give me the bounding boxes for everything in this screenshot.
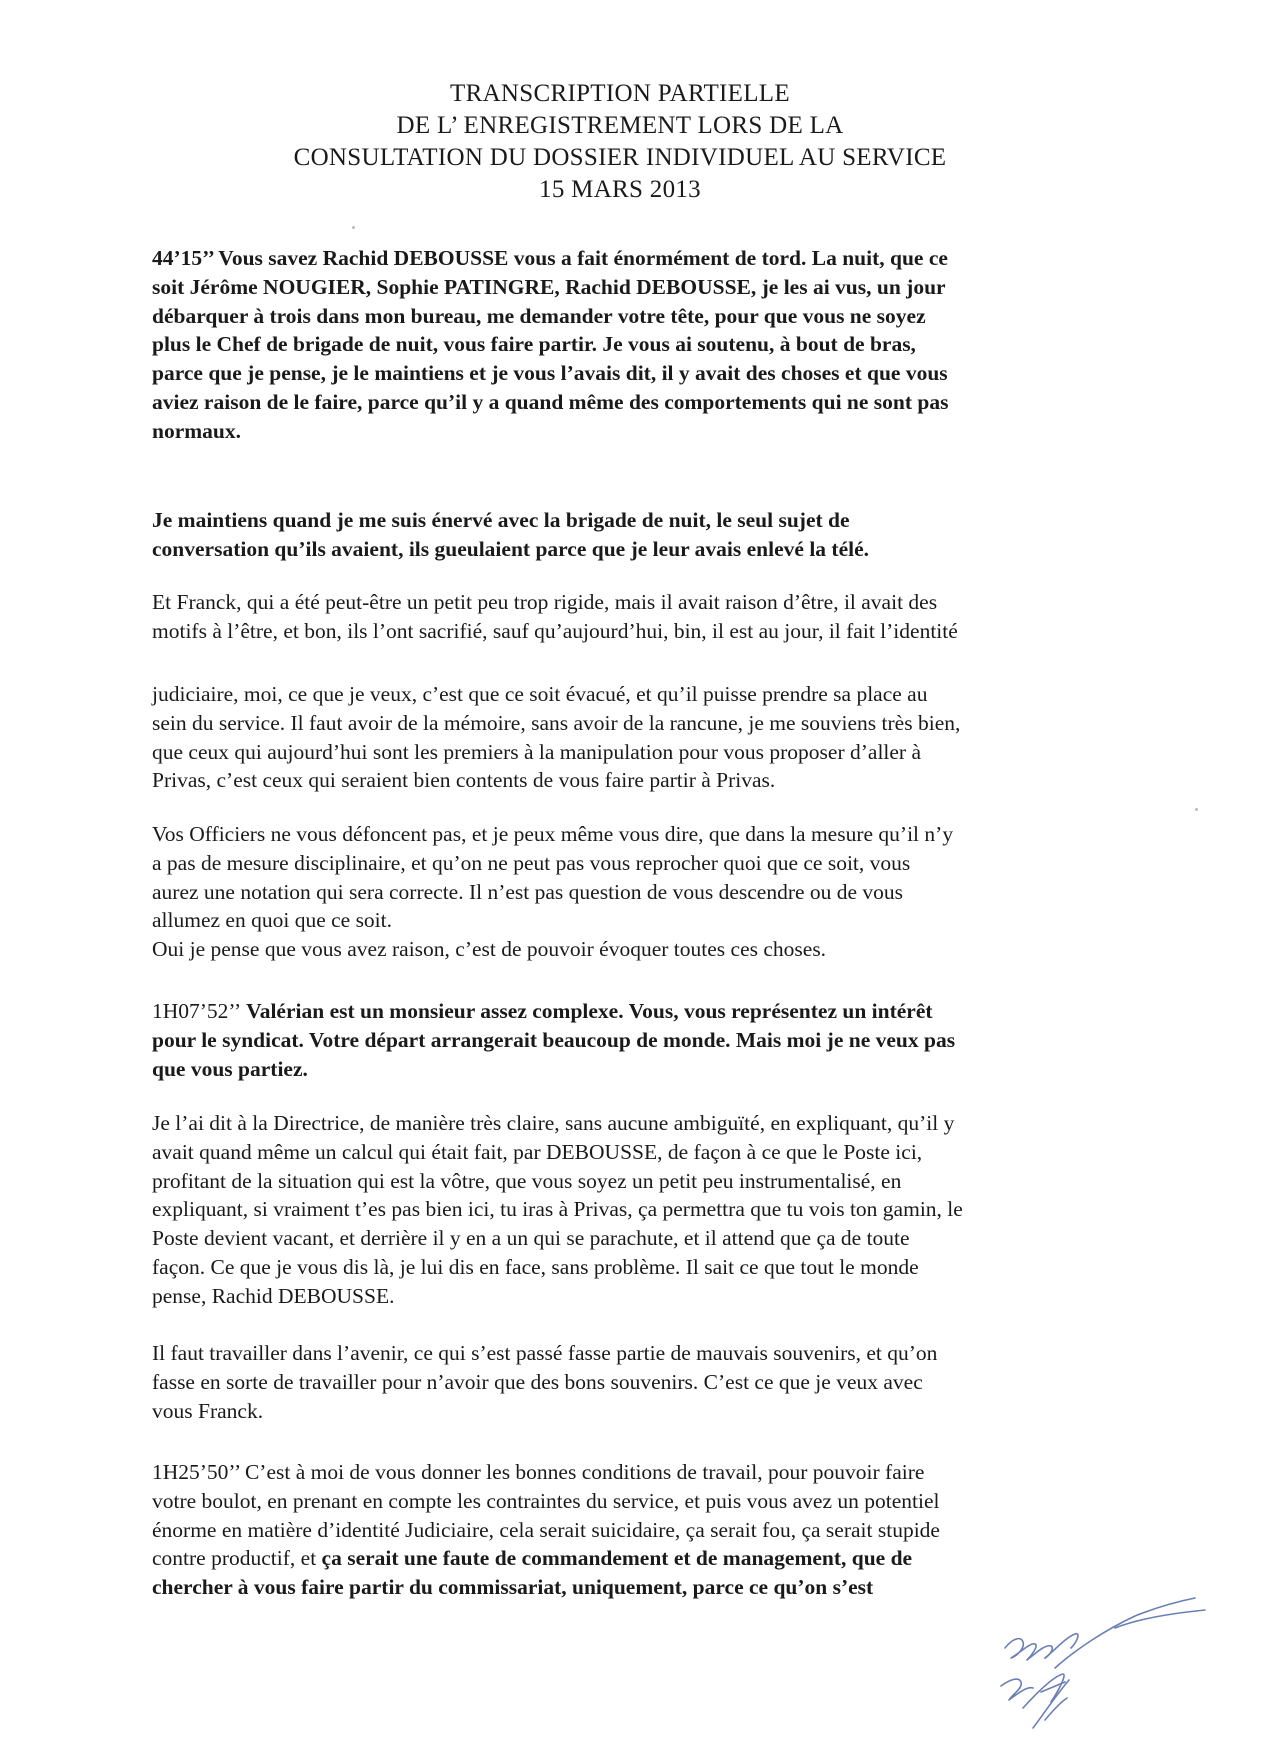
p8-line: Il faut travailler dans l’avenir, ce qui s’est passé fasse partie de mauvais souvenirs, et qu’on [152,1341,938,1365]
p1-line: normaux. [152,418,241,443]
title-line-1: TRANSCRIPTION PARTIELLE [450,80,790,107]
p1-line: soit Jérôme NOUGIER, Sophie PATINGRE, Rachid DEBOUSSE, je les ai vus, un jour [152,274,946,299]
paragraph-6 [152,997,1112,1083]
p4-line: sein du service. Il faut avoir de la mémoire, sans avoir de la rancune, je me souviens très bien, [152,710,961,735]
p2-line: conversation qu’ils avaient, ils gueulaient parce que je leur avais enlevé la télé. [152,536,870,561]
paragraph-3 [152,588,1112,646]
p4-line: judiciaire, moi, ce que je veux, c’est que ce soit évacué, et qu’il puisse prendre sa place au [152,682,928,706]
p6-timestamp: 1H07’52’’ [152,999,242,1023]
p6-bold-text: Valérian est un monsieur assez complexe. Vous, vous représentez un intérêt [241,999,933,1023]
p5-line: a pas de mesure disciplinaire, et qu’on ne peut pas vous reprocher quoi que ce soit, vous [152,850,911,875]
p6-line: que vous partiez. [152,1056,308,1081]
paragraph-2 [152,506,1112,564]
p5-line: Oui je pense que vous avez raison, c’est de pouvoir évoquer toutes ces choses. [152,937,827,962]
paragraph-1 [152,244,1112,446]
paragraph-5 [152,820,1112,964]
p3-line: motifs à l’être, et bon, ils l’ont sacrifié, sauf qu’aujourd’hui, bin, il est au jour, il fait l’identité [152,618,958,643]
p2-line: Je maintiens quand je me suis énervé avec la brigade de nuit, le seul sujet de [152,508,850,532]
p1-line: 44’15’’ Vous savez Rachid DEBOUSSE vous a fait énormément de tord. La nuit, que ce [152,246,948,270]
p5-line: Vos Officiers ne vous défoncent pas, et je peux même vous dire, que dans la mesure qu’il n’y [152,822,954,846]
p9-line: 1H25’50’’ C’est à moi de vous donner les bonnes conditions de travail, pour pouvoir faire [152,1460,925,1484]
p7-line: façon. Ce que je vous dis là, je lui dis en face, sans problème. Il sait ce que tout le monde [152,1254,919,1279]
p1-line: plus le Chef de brigade de nuit, vous faire partir. Je vous ai soutenu, à bout de bras, [152,332,916,357]
title-line-3: CONSULTATION DU DOSSIER INDIVIDUEL AU SERVICE [293,144,947,171]
paragraph-9 [152,1458,1112,1602]
scan-speck [1195,808,1198,811]
p5-line: allumez en quoi que ce soit. [152,908,393,933]
p7-line: pense, Rachid DEBOUSSE. [152,1283,395,1308]
p9-bold-text: ça serait une faute de commandement et de management, que de [321,1546,913,1571]
p7-line: avait quand même un calcul qui était fait, par DEBOUSSE, de façon à ce que le Poste ici, [152,1139,923,1164]
p1-line: débarquer à trois dans mon bureau, me demander votre tête, pour que vous ne soyez [152,303,926,328]
p8-line: vous Franck. [152,1398,264,1423]
paragraph-7 [152,1109,1112,1311]
p7-line: Je l’ai dit à la Directrice, de manière très claire, sans aucune ambiguïté, en expliquant, qu’il y [152,1111,955,1135]
p6-line [152,997,1112,1026]
p5-line: aurez une notation qui sera correcte. Il n’est pas question de vous descendre ou de vous [152,879,904,904]
p9-normal-text: contre productif, et [152,1546,322,1571]
p9-line: chercher à vous faire partir du commissariat, uniquement, parce ce qu’on s’est [152,1575,874,1600]
p3-line: Et Franck, qui a été peut-être un petit peu trop rigide, mais il avait raison d’être, il avait des [152,590,938,614]
handwritten-signature [905,1590,1235,1740]
p8-line: fasse en sorte de travailler pour n’avoir que des bons souvenirs. C’est ce que je veux avec [152,1369,923,1394]
p4-line: Privas, c’est ceux qui seraient bien contents de vous faire partir à Privas. [152,768,776,793]
document-title [0,78,1240,206]
p1-line: parce que je pense, je le maintiens et je vous l’avais dit, il y avait des choses et que vous [152,361,948,386]
paragraph-8 [152,1339,1112,1425]
p7-line: Poste devient vacant, et derrière il y en a un qui se parachute, et il attend que ça de toute [152,1226,910,1251]
p9-line: votre boulot, en prenant en compte les contraintes du service, et puis vous avez un potentiel [152,1488,940,1513]
p9-line: énorme en matière d’identité Judiciaire, cela serait suicidaire, ça serait fou, ça serait stupide [152,1517,940,1542]
p1-line: aviez raison de le faire, parce qu’il y a quand même des comportements qui ne sont pas [152,389,949,414]
p6-line: pour le syndicat. Votre départ arrangerait beaucoup de monde. Mais moi je ne veux pas [152,1027,956,1052]
paragraph-4 [152,680,1112,795]
p4-line: que ceux qui aujourd’hui sont les premiers à la manipulation pour vous proposer d’aller à [152,739,922,764]
p7-line: profitant de la situation qui est la vôtre, que vous soyez un petit peu instrumentalisé, en [152,1168,902,1193]
p7-line: expliquant, si vraiment t’es pas bien ici, tu iras à Privas, ça permettra que tu vois ton gamin, le [152,1197,963,1222]
scan-speck [352,226,355,229]
p9-line [152,1544,1112,1573]
title-line-4: 15 MARS 2013 [539,176,701,203]
title-line-2: DE L’ ENREGISTREMENT LORS DE LA [396,112,844,139]
